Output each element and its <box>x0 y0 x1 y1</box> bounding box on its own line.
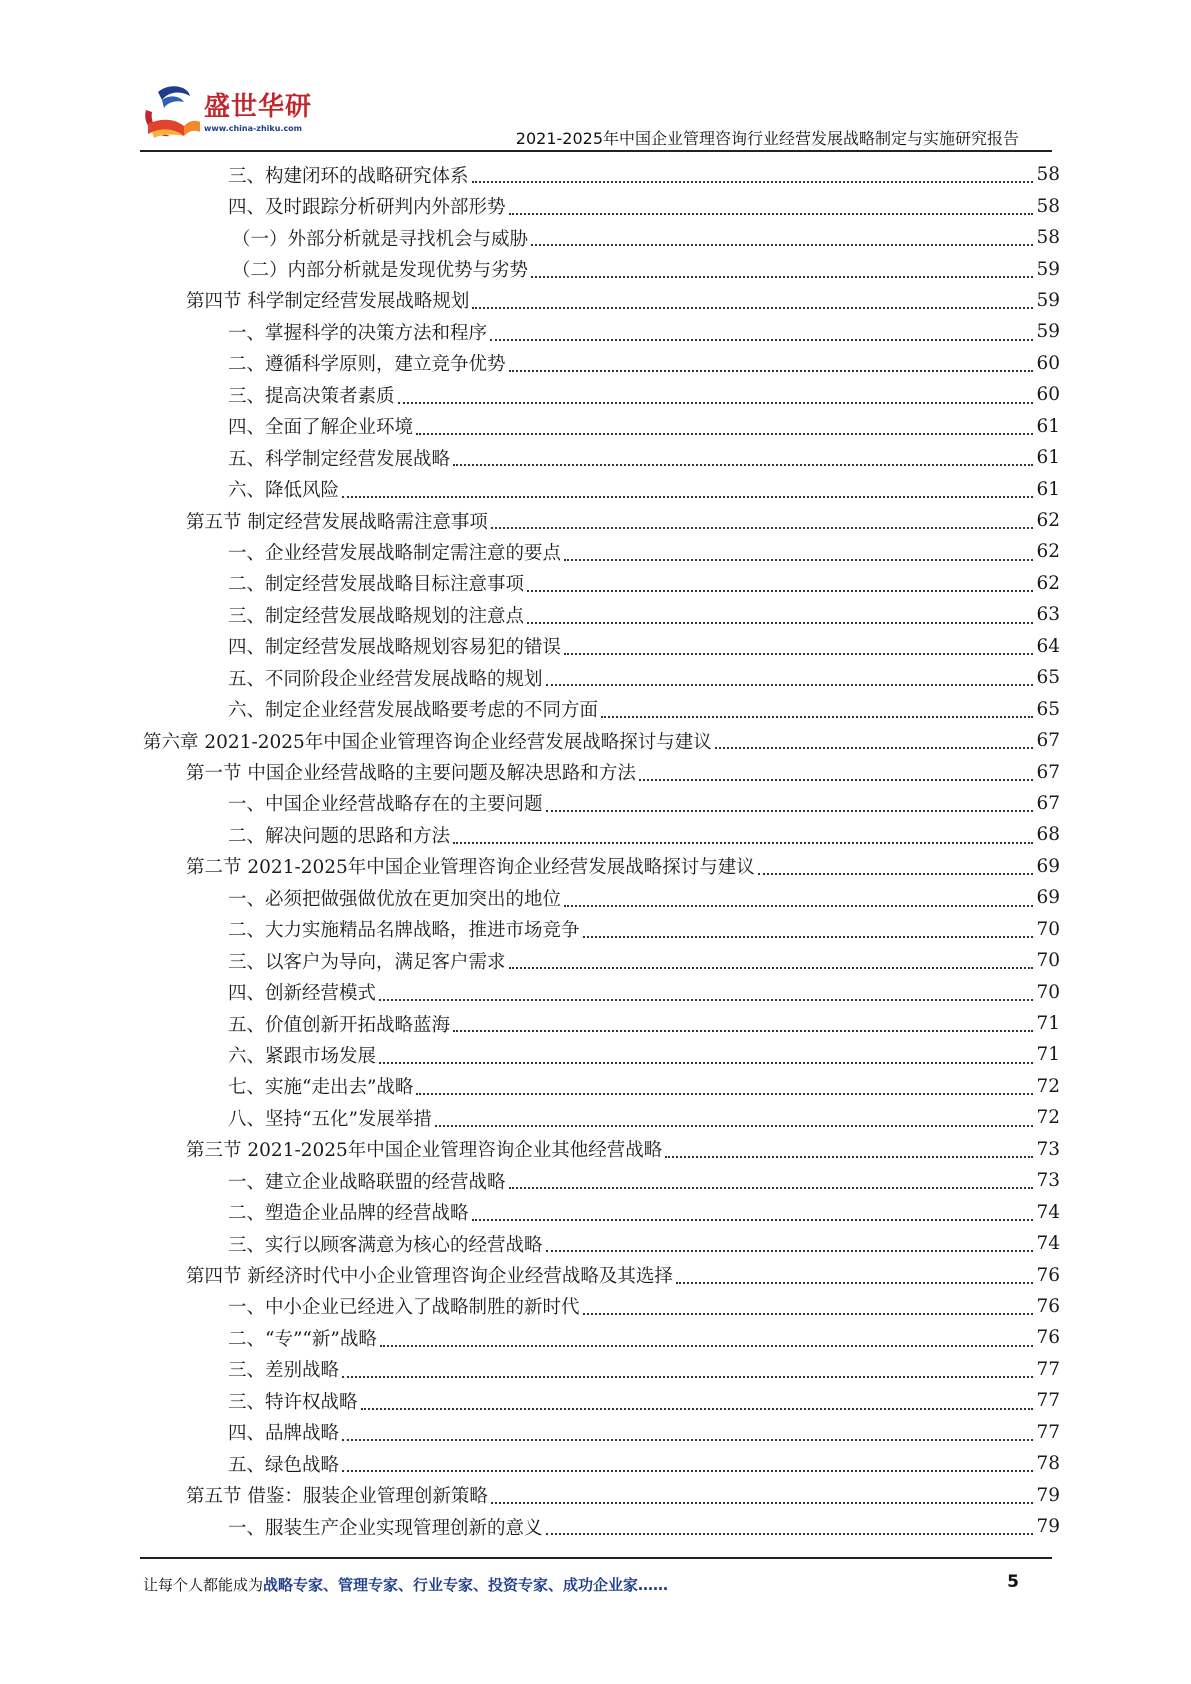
company-logo <box>140 84 313 144</box>
toc-dot-leader <box>758 872 1034 875</box>
toc-entry-title: 一、必须把做强做优放在更加突出的地位 <box>228 888 562 910</box>
toc-entry[interactable] <box>0 1039 1191 1070</box>
toc-dot-leader <box>531 275 1033 278</box>
toc-dot-leader <box>527 589 1033 592</box>
toc-entry-title: 五、不同阶段企业经营发展战略的规划 <box>228 668 543 690</box>
toc-dot-leader <box>379 1061 1033 1064</box>
toc-entry-title: 第一节 中国企业经营战略的主要问题及解决思路和方法 <box>186 763 636 785</box>
footer-slogan-prefix: 让每个人都能成为 <box>143 1576 264 1594</box>
toc-dot-leader <box>472 306 1033 309</box>
toc-entry[interactable] <box>0 725 1191 756</box>
toc-entry[interactable] <box>0 976 1191 1007</box>
toc-entry-title: 六、紧跟市场发展 <box>228 1045 377 1067</box>
toc-entry-page: 65 <box>1036 698 1060 720</box>
toc-dot-leader <box>527 621 1033 624</box>
toc-entry-page: 68 <box>1036 824 1060 846</box>
toc-entry-page: 60 <box>1036 384 1060 406</box>
toc-entry-title: 六、降低风险 <box>228 480 340 502</box>
toc-entry-page: 70 <box>1036 981 1060 1003</box>
toc-dot-leader <box>491 526 1034 529</box>
logo-name: 盛世华研 <box>204 92 313 122</box>
toc-entry-page: 67 <box>1036 730 1060 752</box>
toc-entry-title: （二）内部分析就是发现优势与劣势 <box>232 260 529 282</box>
toc-dot-leader <box>342 495 1033 498</box>
table-of-contents <box>0 159 1191 1542</box>
toc-entry[interactable] <box>0 568 1191 599</box>
toc-dot-leader <box>546 809 1034 812</box>
toc-entry-title: 四、全面了解企业环境 <box>228 417 414 439</box>
toc-entry[interactable] <box>0 1417 1191 1448</box>
toc-entry[interactable] <box>0 442 1191 473</box>
toc-dot-leader <box>472 1218 1034 1221</box>
toc-entry[interactable] <box>0 505 1191 536</box>
toc-entry[interactable] <box>0 1228 1191 1259</box>
toc-entry-page: 67 <box>1036 792 1060 814</box>
toc-dot-leader <box>601 715 1033 718</box>
toc-entry[interactable] <box>0 1196 1191 1227</box>
toc-entry-title: 三、特许权战略 <box>228 1391 358 1413</box>
toc-entry-page: 59 <box>1036 321 1060 343</box>
toc-entry-page: 77 <box>1036 1358 1060 1380</box>
toc-entry[interactable] <box>0 1354 1191 1385</box>
toc-entry-title: 二、解决问题的思路和方法 <box>228 825 451 847</box>
toc-entry-page: 69 <box>1036 855 1060 877</box>
toc-entry-page: 62 <box>1036 510 1060 532</box>
toc-entry-page: 58 <box>1036 227 1060 249</box>
toc-entry[interactable] <box>0 1291 1191 1322</box>
toc-dot-leader <box>472 180 1034 183</box>
page-number: 5 <box>1007 1572 1019 1592</box>
toc-entry[interactable] <box>0 1448 1191 1479</box>
toc-entry-page: 62 <box>1036 572 1060 594</box>
toc-entry-page: 67 <box>1036 761 1060 783</box>
toc-entry-page: 77 <box>1036 1421 1060 1443</box>
toc-entry-page: 58 <box>1036 195 1060 217</box>
toc-entry-page: 59 <box>1036 258 1060 280</box>
toc-entry-title: 五、绿色战略 <box>228 1454 340 1476</box>
toc-entry-title: 三、构建闭环的战略研究体系 <box>228 165 469 187</box>
toc-entry-title: 五、价值创新开拓战略蓝海 <box>228 1014 451 1036</box>
toc-entry-page: 63 <box>1036 604 1060 626</box>
header-divider <box>140 150 1052 152</box>
toc-entry-page: 77 <box>1036 1390 1060 1412</box>
toc-entry-title: 三、制定经营发展战略规划的注意点 <box>228 605 525 627</box>
toc-dot-leader <box>380 1344 1034 1347</box>
toc-entry-page: 61 <box>1036 447 1060 469</box>
toc-dot-leader <box>583 935 1034 938</box>
toc-entry-page: 79 <box>1036 1484 1060 1506</box>
toc-entry[interactable] <box>0 1102 1191 1133</box>
toc-dot-leader <box>416 1092 1033 1095</box>
toc-entry-page: 79 <box>1036 1516 1060 1538</box>
toc-entry[interactable] <box>0 1071 1191 1102</box>
toc-entry[interactable] <box>0 1511 1191 1542</box>
toc-dot-leader <box>564 904 1033 907</box>
toc-entry-title: 四、制定经营发展战略规划容易犯的错误 <box>228 637 562 659</box>
toc-entry-title: （一）外部分析就是寻找机会与威胁 <box>232 228 529 250</box>
toc-dot-leader <box>490 338 1033 341</box>
toc-entry-page: 76 <box>1036 1295 1060 1317</box>
report-title: 2021-2025年中国企业管理咨询行业经营发展战略制定与实施研究报告 <box>515 129 1019 148</box>
toc-dot-leader <box>676 1281 1034 1284</box>
toc-entry-title: 四、品牌战略 <box>228 1423 340 1445</box>
toc-entry-page: 65 <box>1036 667 1060 689</box>
toc-entry-title: 第六章 2021-2025年中国企业管理咨询企业经营发展战略探讨与建议 <box>143 731 712 753</box>
toc-entry-title: 一、中小企业已经进入了战略制胜的新时代 <box>228 1297 580 1319</box>
toc-dot-leader <box>583 1312 1034 1315</box>
page-header <box>0 0 1191 150</box>
toc-entry[interactable] <box>0 285 1191 316</box>
toc-entry[interactable] <box>0 756 1191 787</box>
toc-dot-leader <box>546 683 1034 686</box>
toc-entry-page: 59 <box>1036 289 1060 311</box>
toc-entry-title: 四、及时跟踪分析研判内外部形势 <box>228 197 506 219</box>
toc-entry-title: 三、差别战略 <box>228 1360 340 1382</box>
toc-dot-leader <box>509 212 1034 215</box>
toc-entry-page: 62 <box>1036 541 1060 563</box>
toc-entry[interactable] <box>0 473 1191 504</box>
toc-dot-leader <box>361 1407 1034 1410</box>
toc-entry[interactable] <box>0 788 1191 819</box>
toc-dot-leader <box>342 1469 1033 1472</box>
toc-entry[interactable] <box>0 1322 1191 1353</box>
toc-dot-leader <box>453 1029 1033 1032</box>
toc-entry-title: 三、实行以顾客满意为核心的经营战略 <box>228 1234 543 1256</box>
toc-entry[interactable] <box>0 222 1191 253</box>
toc-entry-title: 第二节 2021-2025年中国企业管理咨询企业经营发展战略探讨与建议 <box>186 857 755 879</box>
toc-entry[interactable] <box>0 851 1191 882</box>
toc-entry-page: 74 <box>1036 1233 1060 1255</box>
toc-entry-title: 二、大力实施精品名牌战略，推进市场竞争 <box>228 920 580 942</box>
toc-entry-title: 第三节 2021-2025年中国企业管理咨询企业其他经营战略 <box>186 1140 663 1162</box>
toc-dot-leader <box>509 369 1034 372</box>
toc-entry-page: 70 <box>1036 950 1060 972</box>
toc-entry-title: 四、创新经营模式 <box>228 983 377 1005</box>
toc-entry[interactable] <box>0 631 1191 662</box>
toc-entry[interactable] <box>0 662 1191 693</box>
toc-entry[interactable] <box>0 693 1191 724</box>
toc-dot-leader <box>342 1438 1033 1441</box>
toc-entry[interactable] <box>0 1165 1191 1196</box>
toc-dot-leader <box>509 966 1034 969</box>
toc-entry[interactable] <box>0 914 1191 945</box>
toc-entry[interactable] <box>0 1259 1191 1290</box>
toc-dot-leader <box>342 1375 1033 1378</box>
toc-entry[interactable] <box>0 1134 1191 1165</box>
toc-entry-title: 二、遵循科学原则，建立竞争优势 <box>228 354 506 376</box>
toc-entry-page: 72 <box>1036 1107 1060 1129</box>
toc-entry-title: 五、科学制定经营发展战略 <box>228 448 451 470</box>
toc-entry[interactable] <box>0 253 1191 284</box>
toc-entry-title: 第五节 制定经营发展战略需注意事项 <box>186 511 488 533</box>
toc-dot-leader <box>546 1249 1034 1252</box>
toc-entry-title: 八、坚持“五化”发展举措 <box>228 1108 432 1130</box>
toc-dot-leader <box>416 432 1033 435</box>
footer-divider <box>140 1557 1052 1559</box>
toc-entry[interactable] <box>0 379 1191 410</box>
toc-entry-title: 二、塑造企业品牌的经营战略 <box>228 1203 469 1225</box>
toc-entry-page: 73 <box>1036 1170 1060 1192</box>
toc-entry-title: 二、“专”“新”战略 <box>228 1328 377 1350</box>
toc-entry-title: 一、建立企业战略联盟的经营战略 <box>228 1171 506 1193</box>
toc-entry-page: 71 <box>1036 1044 1060 1066</box>
footer-slogan-accent: 战略专家、管理专家、行业专家、投资专家、成功企业家…… <box>263 1576 669 1594</box>
toc-entry-title: 二、制定经营发展战略目标注意事项 <box>228 574 525 596</box>
toc-dot-leader <box>715 746 1034 749</box>
toc-dot-leader <box>639 778 1034 781</box>
toc-entry-page: 60 <box>1036 352 1060 374</box>
book-logo-icon <box>140 84 202 144</box>
toc-dot-leader <box>531 243 1033 246</box>
toc-entry-page: 70 <box>1036 918 1060 940</box>
toc-entry[interactable] <box>0 882 1191 913</box>
toc-entry-page: 73 <box>1036 1138 1060 1160</box>
toc-entry-page: 61 <box>1036 415 1060 437</box>
toc-dot-leader <box>491 1501 1034 1504</box>
toc-entry[interactable] <box>0 599 1191 630</box>
toc-entry[interactable] <box>0 1385 1191 1416</box>
toc-entry[interactable] <box>0 945 1191 976</box>
toc-entry-title: 七、实施“走出去”战略 <box>228 1077 414 1099</box>
footer-slogan <box>143 1574 668 1595</box>
toc-entry-title: 三、以客户为导向，满足客户需求 <box>228 951 506 973</box>
toc-dot-leader <box>453 463 1033 466</box>
toc-dot-leader <box>665 1155 1033 1158</box>
toc-entry[interactable] <box>0 348 1191 379</box>
toc-dot-leader <box>564 558 1033 561</box>
toc-dot-leader <box>398 401 1034 404</box>
toc-entry-page: 76 <box>1036 1327 1060 1349</box>
toc-entry[interactable] <box>0 159 1191 190</box>
toc-entry-page: 61 <box>1036 478 1060 500</box>
toc-dot-leader <box>453 841 1033 844</box>
toc-entry[interactable] <box>0 411 1191 442</box>
toc-entry-page: 64 <box>1036 635 1060 657</box>
toc-entry[interactable] <box>0 190 1191 221</box>
toc-entry[interactable] <box>0 819 1191 850</box>
toc-dot-leader <box>509 1186 1034 1189</box>
toc-dot-leader <box>379 998 1033 1001</box>
toc-entry-title: 一、企业经营发展战略制定需注意的要点 <box>228 542 562 564</box>
toc-entry-page: 69 <box>1036 887 1060 909</box>
logo-url: www.china-zhiku.com <box>204 124 303 133</box>
toc-entry[interactable] <box>0 1479 1191 1510</box>
toc-entry[interactable] <box>0 1008 1191 1039</box>
toc-entry-page: 72 <box>1036 1075 1060 1097</box>
toc-entry-title: 第五节 借鉴：服装企业管理创新策略 <box>186 1486 488 1508</box>
toc-entry-page: 74 <box>1036 1201 1060 1223</box>
toc-dot-leader <box>435 1124 1034 1127</box>
toc-entry-page: 76 <box>1036 1264 1060 1286</box>
toc-entry-title: 一、掌握科学的决策方法和程序 <box>228 322 488 344</box>
toc-entry-title: 第四节 新经济时代中小企业管理咨询企业经营战略及其选择 <box>186 1266 673 1288</box>
toc-entry[interactable] <box>0 536 1191 567</box>
toc-dot-leader <box>564 652 1033 655</box>
toc-entry-page: 71 <box>1036 1013 1060 1035</box>
toc-entry-title: 六、制定企业经营发展战略要考虑的不同方面 <box>228 700 599 722</box>
toc-dot-leader <box>546 1532 1034 1535</box>
toc-entry-title: 第四节 科学制定经营发展战略规划 <box>186 291 470 313</box>
toc-entry-page: 58 <box>1036 164 1060 186</box>
toc-entry-page: 78 <box>1036 1453 1060 1475</box>
toc-entry-title: 三、提高决策者素质 <box>228 385 395 407</box>
toc-entry[interactable] <box>0 316 1191 347</box>
toc-entry-title: 一、中国企业经营战略存在的主要问题 <box>228 794 543 816</box>
toc-entry-title: 一、服装生产企业实现管理创新的意义 <box>228 1517 543 1539</box>
